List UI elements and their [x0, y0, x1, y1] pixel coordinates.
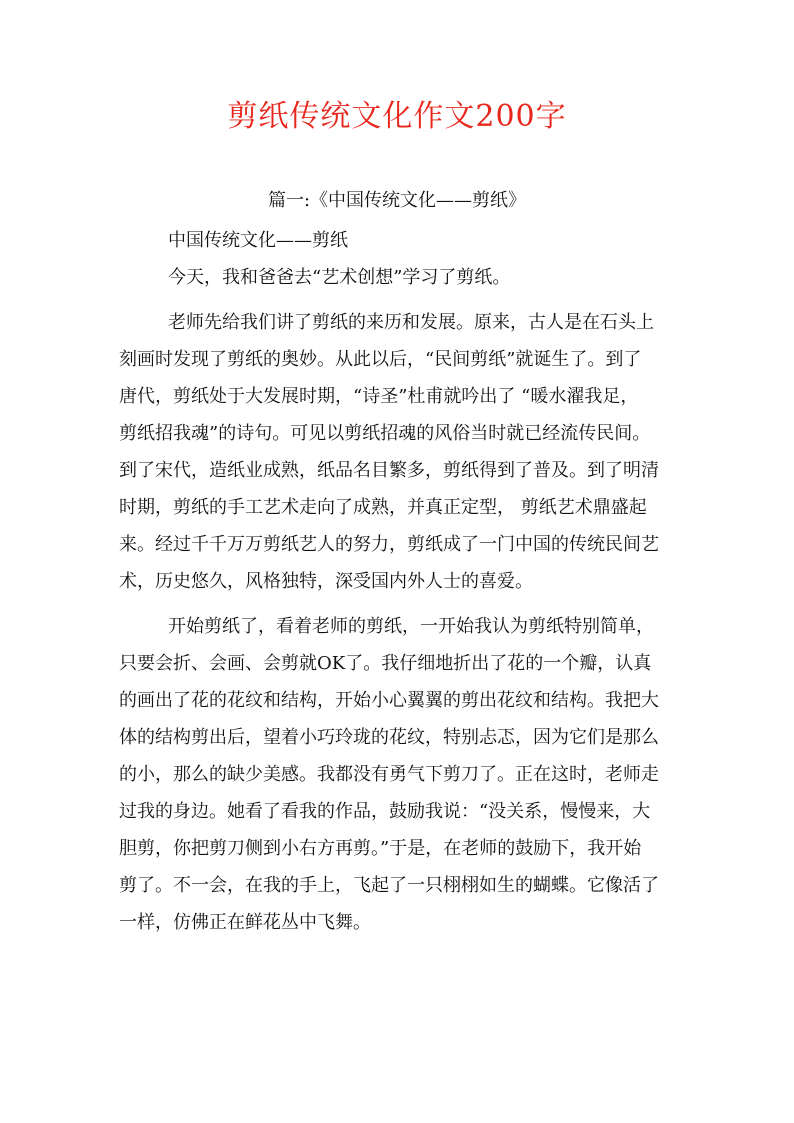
document-title: 剪纸传统文化作文200字	[227, 99, 567, 134]
article-line: 只要会折、会画、会剪就OK了。我仔细地折出了花的一个瓣，认真	[119, 653, 652, 674]
article-line: 剪纸招我魂”的诗句。可见以剪纸招魂的风俗当时就已经流传民间。	[119, 423, 651, 444]
article-line: 老师先给我们讲了剪纸的来历和发展。原来，古人是在石头上	[168, 312, 654, 333]
paragraph-spacer	[119, 296, 679, 304]
paragraph-spacer	[119, 600, 679, 608]
article-line: 来。经过千千万万剪纸艺人的努力，剪纸成了一门中国的传统民间艺	[119, 534, 659, 555]
article-line: 的画出了花的花纹和结构，开始小心翼翼的剪出花纹和结构。我把大	[119, 690, 659, 711]
article-line: 唐代，剪纸处于大发展时期，“诗圣”杜甫就吟出了 “暖水濯我足，	[119, 386, 639, 407]
article-line: 体的结构剪出后，望着小巧玲珑的花纹，特别忐忑，因为它们是那么	[119, 727, 659, 748]
article-line: 中国传统文化——剪纸	[168, 230, 348, 251]
article-line: 到了宋代，造纸业成熟，纸品名目繁多，剪纸得到了普及。到了明清	[119, 460, 659, 481]
article-line: 时期，剪纸的手工艺术走向了成熟，并真正定型， 剪纸艺术鼎盛起	[119, 497, 647, 518]
article-heading: 篇一:《中国传统文化——剪纸》	[267, 190, 527, 211]
article-line: 过我的身边。她看了看我的作品，鼓励我说：“没关系，慢慢来，大	[119, 801, 651, 822]
article-line: 一样，仿佛正在鲜花丛中飞舞。	[119, 912, 371, 933]
article-line: 刻画时发现了剪纸的奥妙。从此以后，“民间剪纸”就诞生了。到了	[119, 349, 642, 370]
article-line: 胆剪，你把剪刀侧到小右方再剪。”于是，在老师的鼓励下，我开始	[119, 838, 642, 859]
article-line: 剪了。不一会，在我的手上，飞起了一只栩栩如生的蝴蝶。它像活了	[119, 875, 659, 896]
article-line: 今天，我和爸爸去“艺术创想”学习了剪纸。	[168, 267, 511, 288]
article-line: 开始剪纸了，看着老师的剪纸，一开始我认为剪纸特别简单，	[168, 616, 654, 637]
article-line: 的小，那么的缺少美感。我都没有勇气下剪刀了。正在这时，老师走	[119, 764, 659, 785]
article-body	[119, 222, 679, 941]
article-line: 术，历史悠久，风格独特，深受国内外人士的喜爱。	[119, 571, 533, 592]
